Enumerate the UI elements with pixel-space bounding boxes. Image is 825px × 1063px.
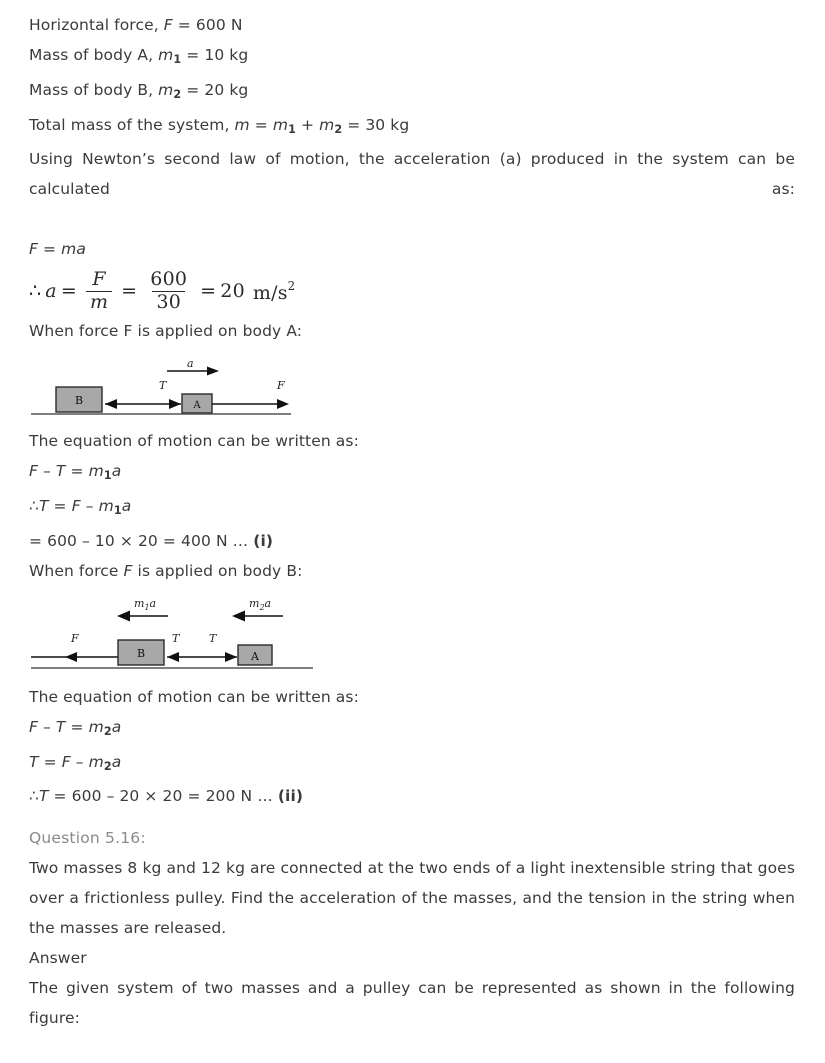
unit-text: m/s xyxy=(252,281,288,304)
diagram-force-on-body-b xyxy=(29,592,795,674)
document-content xyxy=(29,10,795,1063)
diagram-b-inertia-label-1 xyxy=(134,597,156,612)
diagram-a-accel-label: a xyxy=(187,357,194,371)
line-mass-body-a: Mass of body A, $m_1 = 10$ kg xyxy=(29,46,249,66)
fraction-numerator-600: 600 xyxy=(150,267,188,290)
line-eom-a-1: $F - T = m_1a$ xyxy=(29,462,122,483)
line-eom-a-result: = 600 – 10 × 20 = 400 N … (i) xyxy=(29,531,274,550)
diagram-b-inertia-2-a: a xyxy=(264,596,272,610)
paragraph-newton-second-law: Using Newton’s second law of motion, the acceleration (a) produced in the system can be calculated as: xyxy=(29,150,795,199)
diagram-b-block-b-label: B xyxy=(136,646,146,660)
equation-result-value: 20 xyxy=(220,280,245,303)
diagram-b-tension-label-2: T xyxy=(209,631,217,645)
diagram-b-inertia-1-m: m xyxy=(134,596,145,610)
fraction-600-over-30 xyxy=(146,267,191,313)
diagram-b-tension-label-1: T xyxy=(172,631,180,645)
diagram-b-inertia-2-m: m xyxy=(249,596,260,610)
diagram-b-block-a-label: A xyxy=(251,649,259,663)
diagram-force-on-body-a xyxy=(29,352,795,418)
line-force-applied-on-b: When force F is applied on body B: xyxy=(29,561,303,580)
line-force-applied-on-a xyxy=(29,316,795,346)
diagram-b-svg xyxy=(29,592,349,674)
line-eom-intro-a: The equation of motion can be written as: xyxy=(29,432,359,451)
unit-exponent: 2 xyxy=(287,278,296,293)
line-eom-b-result: ∴T = 600 – 20 × 20 = 200 N … (ii) xyxy=(29,787,304,806)
fraction-numerator-F: F xyxy=(92,267,106,290)
diagram-a-svg xyxy=(29,352,329,418)
diagram-b-inertia-2-sub: 2 xyxy=(259,602,265,612)
line-eom-b-2: $T = F - m_2a$ xyxy=(29,752,122,773)
fraction-denominator-30: 30 xyxy=(152,291,185,313)
line-mass-body-b: Mass of body B, $m_2 = 20$ kg xyxy=(29,80,249,101)
diagram-a-block-b-label: B xyxy=(74,394,84,408)
fraction-denominator-m: m xyxy=(86,291,112,313)
diagram-a-accel-arrow-head xyxy=(207,367,219,376)
diagram-b-inertia-1-sub: 1 xyxy=(144,602,150,612)
line-force-applied-on-a-text: When force F is applied on body A: xyxy=(29,322,303,341)
line-horizontal-force: Horizontal force, F = 600 N xyxy=(29,16,243,34)
equals-sign-1: = xyxy=(60,280,77,303)
line-f-equals-ma: F = ma xyxy=(29,240,86,259)
diagram-a-force-label: F xyxy=(277,379,285,393)
line-eom-intro-b: The equation of motion can be written as: xyxy=(29,687,359,706)
question-heading: Question 5.16: xyxy=(29,829,146,848)
diagram-b-inertia-1-a: a xyxy=(149,596,157,610)
diagram-a-tension-arrow-head-left xyxy=(105,399,117,409)
answer-label: Answer xyxy=(29,949,87,968)
equals-sign-2: = xyxy=(121,280,138,303)
fraction-force-over-mass xyxy=(86,267,112,313)
equation-variable-a: a xyxy=(45,280,57,303)
diagram-b-inertia-arrow-2-head xyxy=(232,610,245,621)
diagram-a-block-a-label: A xyxy=(193,400,201,412)
equals-sign-3: = xyxy=(200,280,217,303)
diagram-a-tension-label: T xyxy=(159,379,167,393)
diagram-a-tension-arrow-head-right xyxy=(169,399,181,409)
diagram-b-tension-arrow-head-right xyxy=(225,652,237,662)
answer-body-text: The given system of two masses and a pulley can be represented as shown in the following figure: xyxy=(29,979,795,1028)
diagram-b-force-label: F xyxy=(71,631,79,645)
therefore-symbol: ∴ xyxy=(29,280,42,303)
equation-acceleration xyxy=(29,268,795,314)
line-eom-b-1: $F - T = m_2a$ xyxy=(29,717,122,738)
line-eom-a-2: ∴T = F – $m_1a$ xyxy=(29,497,132,517)
diagram-b-inertia-label-2 xyxy=(249,597,271,612)
diagram-b-inertia-arrow-1-head xyxy=(117,610,130,621)
diagram-a-force-arrow-head xyxy=(277,399,289,409)
question-body-text: Two masses 8 kg and 12 kg are connected at the two ends of a light inextensible string that goes over a frictionless pulley. Find the acceleration of the masses, and the tension in the string when the masses are released. xyxy=(29,859,795,938)
diagram-b-tension-arrow-head-left xyxy=(167,652,179,662)
line-total-mass: Total mass of the system, $m = m_1 + m_2 = 30$ kg xyxy=(29,115,410,136)
equation-unit xyxy=(253,279,295,304)
